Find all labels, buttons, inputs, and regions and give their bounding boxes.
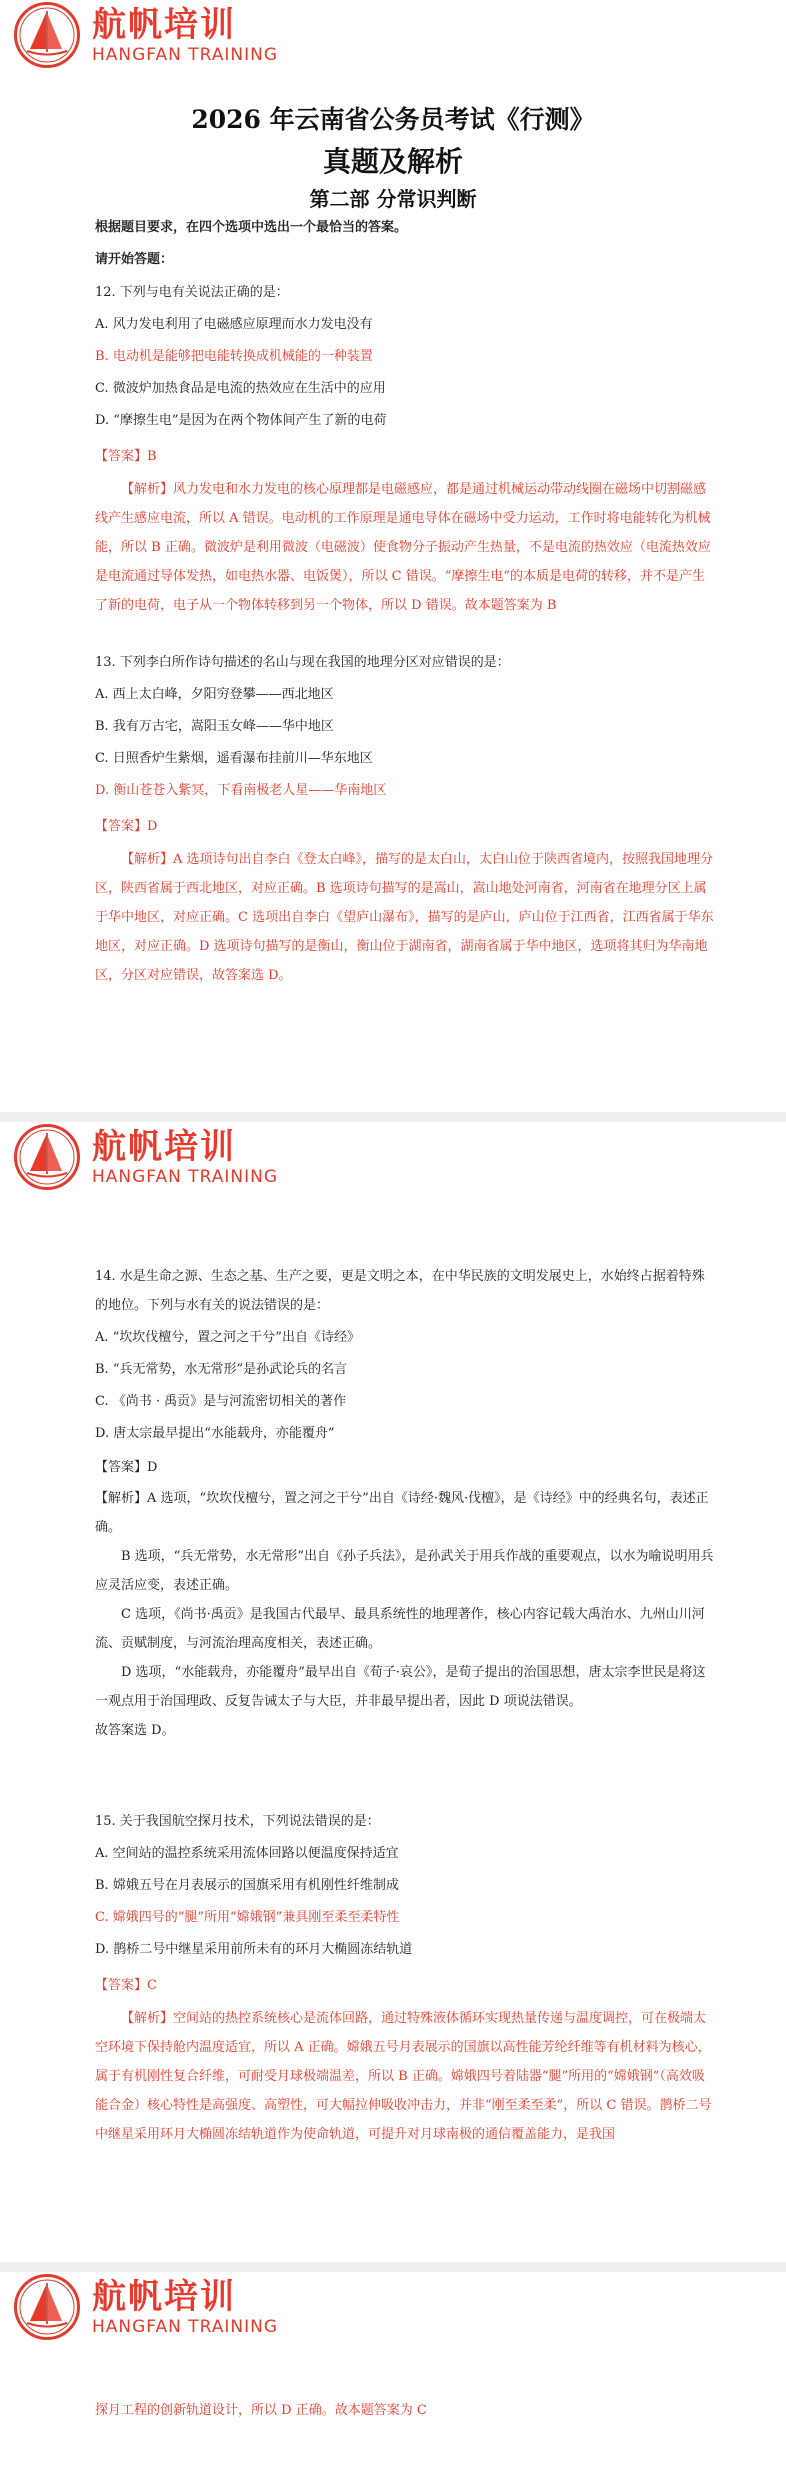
header-logo: [14, 2, 278, 68]
page-separator: [0, 2262, 786, 2272]
answer: 【答案】B: [95, 449, 157, 464]
analysis: 【解析】A 选项诗句出自李白《登太白峰》，描写的是太白山，太白山位于陕西省境内，按照我国地理分区，陕西省属于西北地区，对应正确。B 选项诗句描写的是嵩山，嵩山地处河南省，河南省在地理分区上属于华中地区，对应正确。C 选项出自李白《望庐山瀑布》，描写的是庐山，庐山位于江西省，江西省属于华东地区，对应正确。D 选项诗句描写的是衡山，衡山位于湖南省，湖南省属于华中地区，选项将其归为华南地区，分区对应错误，故答案选 D。: [95, 852, 714, 983]
option-b: B. 嫦娥五号在月表展示的国旗采用有机刚性纤维制成: [95, 1878, 399, 1893]
answer: 【答案】D: [95, 1460, 158, 1475]
analysis-conclusion: 故答案选 D。: [95, 1723, 175, 1738]
start-text: 请开始答题：: [95, 252, 174, 267]
option-d: D. “摩擦生电”是因为在两个物体间产生了新的电荷: [95, 413, 387, 428]
page-3: [0, 2272, 786, 2475]
brand-name-en: HANGFAN TRAINING: [92, 2317, 279, 2337]
option-a: A. “坎坎伐檀兮，置之河之干兮”出自《诗经》: [95, 1330, 360, 1345]
brand-name-cn: 航帆培训: [92, 5, 236, 45]
question-stem: 13. 下列李白所作诗句描述的名山与现在我国的地理分区对应错误的是：: [95, 655, 510, 670]
header-logo: [14, 2274, 278, 2340]
question-13: [95, 653, 715, 990]
question-15-continued: [95, 2396, 715, 2425]
question-15: [95, 1812, 715, 2149]
question-stem: 12. 下列与电有关说法正确的是：: [95, 285, 289, 300]
option-c: C. 嫦娥四号的“腿”所用“嫦娥钢”兼具刚至柔至柔特性: [95, 1910, 400, 1925]
brand-name-cn: 航帆培训: [92, 1127, 236, 1167]
page-2: [0, 1122, 786, 2262]
option-b: B. 我有万古宅，嵩阳玉女峰——华中地区: [95, 719, 334, 734]
option-d: D. 鹊桥二号中继星采用前所未有的环月大椭圆冻结轨道: [95, 1942, 413, 1957]
analysis-b: B 选项，“兵无常势，水无常形”出自《孙子兵法》，是孙武关于用兵作战的重要观点，以水为喻说明用兵应灵活应变，表述正确。: [95, 1549, 714, 1593]
option-a: A. 风力发电利用了电磁感应原理而水力发电没有: [95, 317, 373, 332]
option-a: A. 空间站的温控系统采用流体回路以便温度保持适宜: [95, 1846, 399, 1861]
header-logo: [14, 1124, 278, 1190]
brand-name-en: HANGFAN TRAINING: [92, 45, 279, 65]
brand-name-en: HANGFAN TRAINING: [92, 1167, 279, 1187]
sail-logo-icon: [14, 1124, 80, 1190]
question-stem: 15. 关于我国航空探月技术，下列说法错误的是：: [95, 1814, 380, 1829]
analysis: 【解析】空间站的热控系统核心是流体回路，通过特殊液体循环实现热量传递与温度调控，可在极端太空环境下保持舱内温度适宜，所以 A 正确。嫦娥五号月表展示的国旗以高性能芳纶纤维等有机材料为核心，属于有机刚性复合纤维，可耐受月球极端温差，所以 B 正确。嫦娥四号着陆器“腿”所用的“嫦娥钢”（高效吸能合金）核心特性是高强度、高塑性，可大幅拉伸吸收冲击力，并非“刚至柔至柔”，所以 C 错误。鹊桥二号中继星采用环月大椭圆冻结轨道作为使命轨道，可提升对月球南极的通信覆盖能力，是我国: [95, 2011, 712, 2142]
analysis: 【解析】风力发电和水力发电的核心原理都是电磁感应，都是通过机械运动带动线圈在磁场中切割磁感线产生感应电流，所以 A 错误。电动机的工作原理是通电导体在磁场中受力运动，工作时将电能转化为机械能，所以 B 正确。微波炉是利用微波（电磁波）使食物分子振动产生热量，不是电流的热效应（电流热效应是电流通过导体发热，如电热水器、电饭煲），所以 C 错误。“摩擦生电”的本质是电荷的转移，并不是产生了新的电荷，电子从一个物体转移到另一个物体，所以 D 错误。故本题答案为 B: [95, 482, 711, 613]
answer: 【答案】D: [95, 819, 158, 834]
option-d: D. 唐太宗最早提出“水能载舟，亦能覆舟”: [95, 1426, 335, 1441]
answer: 【答案】C: [95, 1978, 157, 1993]
question-stem: 14. 水是生命之源、生态之基、生产之要，更是文明之本，在中华民族的文明发展史上，水始终占据着特殊的地位。下列与水有关的说法错误的是：: [95, 1269, 705, 1313]
instruction-text: 根据题目要求，在四个选项中选出一个最恰当的答案。: [95, 220, 408, 235]
analysis-continued: 探月工程的创新轨道设计，所以 D 正确。故本题答案为 C: [95, 2403, 427, 2418]
option-b: B. “兵无常势，水无常形”是孙武论兵的名言: [95, 1362, 348, 1377]
section-title: 第二部 分常识判断: [309, 187, 477, 211]
page-1: [0, 0, 786, 1112]
instructions: [95, 218, 715, 270]
option-c: C. 微波炉加热食品是电流的热效应在生活中的应用: [95, 381, 386, 396]
question-14: [95, 1262, 715, 1745]
doc-subtitle: 真题及解析: [322, 145, 463, 178]
option-c: C. 《尚书 · 禹贡》是与河流密切相关的著作: [95, 1394, 347, 1409]
doc-title: 2026 年云南省公务员考试《行测》: [191, 105, 595, 134]
option-b: B. 电动机是能够把电能转换成机械能的一种装置: [95, 349, 373, 364]
brand-name-cn: 航帆培训: [92, 2277, 236, 2317]
analysis-d: D 选项，“水能载舟，亦能覆舟”最早出自《荀子·哀公》，是荀子提出的治国思想，唐太宗李世民是将这一观点用于治国理政、反复告诫太子与大臣，并非最早提出者，因此 D 项说法错误。: [95, 1665, 706, 1709]
analysis-a: 【解析】A 选项，“坎坎伐檀兮，置之河之干兮”出自《诗经·魏风·伐檀》，是《诗经》中的经典名句，表述正确。: [95, 1491, 709, 1535]
page-separator: [0, 1112, 786, 1122]
option-d: D. 衡山苍苍入紫冥，下看南极老人星——华南地区: [95, 783, 387, 798]
sail-logo-icon: [14, 2274, 80, 2340]
option-a: A. 西上太白峰，夕阳穷登攀——西北地区: [95, 687, 334, 702]
question-12: [95, 283, 715, 620]
option-c: C. 日照香炉生紫烟，遥看瀑布挂前川—华东地区: [95, 751, 373, 766]
sail-logo-icon: [14, 2, 80, 68]
analysis-c: C 选项，《尚书·禹贡》是我国古代最早、最具系统性的地理著作，核心内容记载大禹治水、九州山川河流、贡赋制度，与河流治理高度相关，表述正确。: [95, 1607, 705, 1651]
